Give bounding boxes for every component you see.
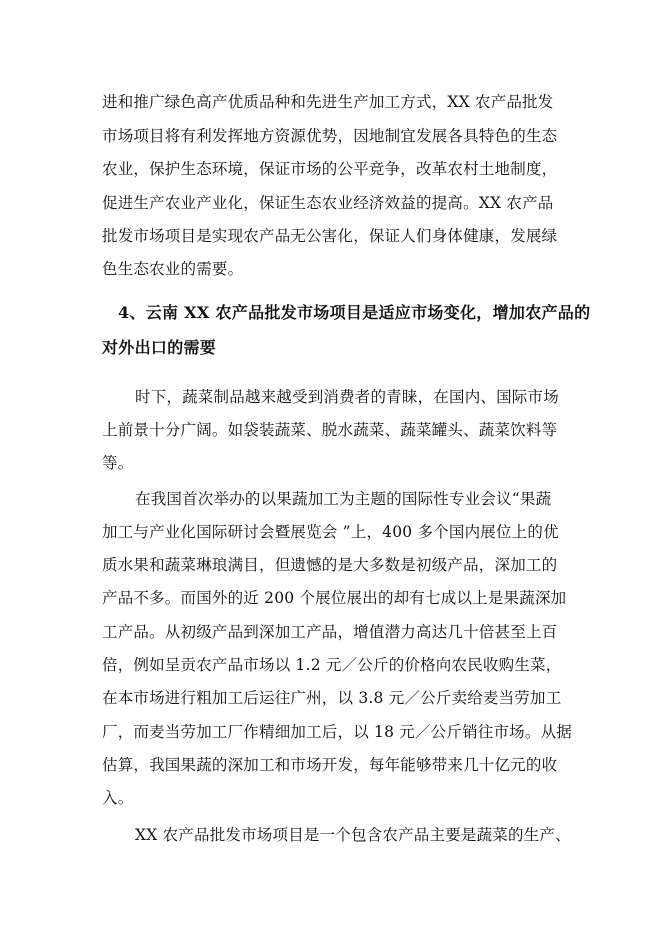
p2-line-8: 厂，而麦当劳加工厂作精细加工后，以 18 元／公斤销往市场。从据 xyxy=(102,723,572,741)
p1-line-1: 时下，蔬菜制品越来越受到消费者的青睐，在国内、国际市场 xyxy=(135,388,559,406)
p2-line-4: 产品不多。而国外的近 200 个展位展出的却有七成以上是果蔬深加 xyxy=(102,589,567,607)
p2-line-10: 入。 xyxy=(102,789,134,807)
intro-line-3: 农业，保护生态环境，保证市场的公平竞争，改革农村土地制度， xyxy=(102,160,558,178)
intro-line-5: 批发市场项目是实现农产品无公害化，保证人们身体健康，发展绿 xyxy=(102,227,558,245)
p2-line-9: 估算，我国果蔬的深加工和市场开发，每年能够带来几十亿元的收 xyxy=(102,756,558,774)
intro-line-1: 进和推广绿色高产优质品种和先进生产加工方式，XX 农产品批发 xyxy=(102,93,554,111)
p2-line-5: 工产品。从初级产品到深加工产品，增值潜力高达几十倍甚至上百 xyxy=(102,623,558,641)
p1-line-2: 上前景十分广阔。如袋装蔬菜、脱水蔬菜、蔬菜罐头、蔬菜饮料等 xyxy=(102,421,558,439)
p2-line-7: 在本市场进行粗加工后运往广州，以 3.8 元／公斤卖给麦当劳加工 xyxy=(102,689,562,707)
p2-line-1: 在我国首次举办的以果蔬加工为主题的国际性专业会议“果蔬 xyxy=(135,490,552,508)
section-heading-line-2: 对外出口的需要 xyxy=(102,338,217,357)
section-heading-line-1: 4、云南 XX 农产品批发市场项目是适应市场变化，增加农产品的 xyxy=(118,303,591,322)
intro-line-4: 促进生产农业产业化，保证生态农业经济效益的提高。XX 农产品 xyxy=(102,194,554,212)
p2-line-3: 质水果和蔬菜琳琅满目，但遗憾的是大多数是初级产品，深加工的 xyxy=(102,556,558,574)
p3-line-1: XX 农产品批发市场项目是一个包含农产品主要是蔬菜的生产、 xyxy=(135,826,571,844)
p2-line-2: 加工与产业化国际研讨会暨展览会 ”上，400 多个国内展位上的优 xyxy=(102,523,559,541)
p1-line-3: 等。 xyxy=(102,454,134,472)
p2-line-6: 倍，例如呈贡农产品市场以 1.2 元／公斤的价格向农民收购生菜， xyxy=(102,656,562,674)
intro-line-6: 色生态农业的需要。 xyxy=(102,260,244,278)
intro-line-2: 市场项目将有利发挥地方资源优势，因地制宜发展各具特色的生态 xyxy=(102,127,558,145)
